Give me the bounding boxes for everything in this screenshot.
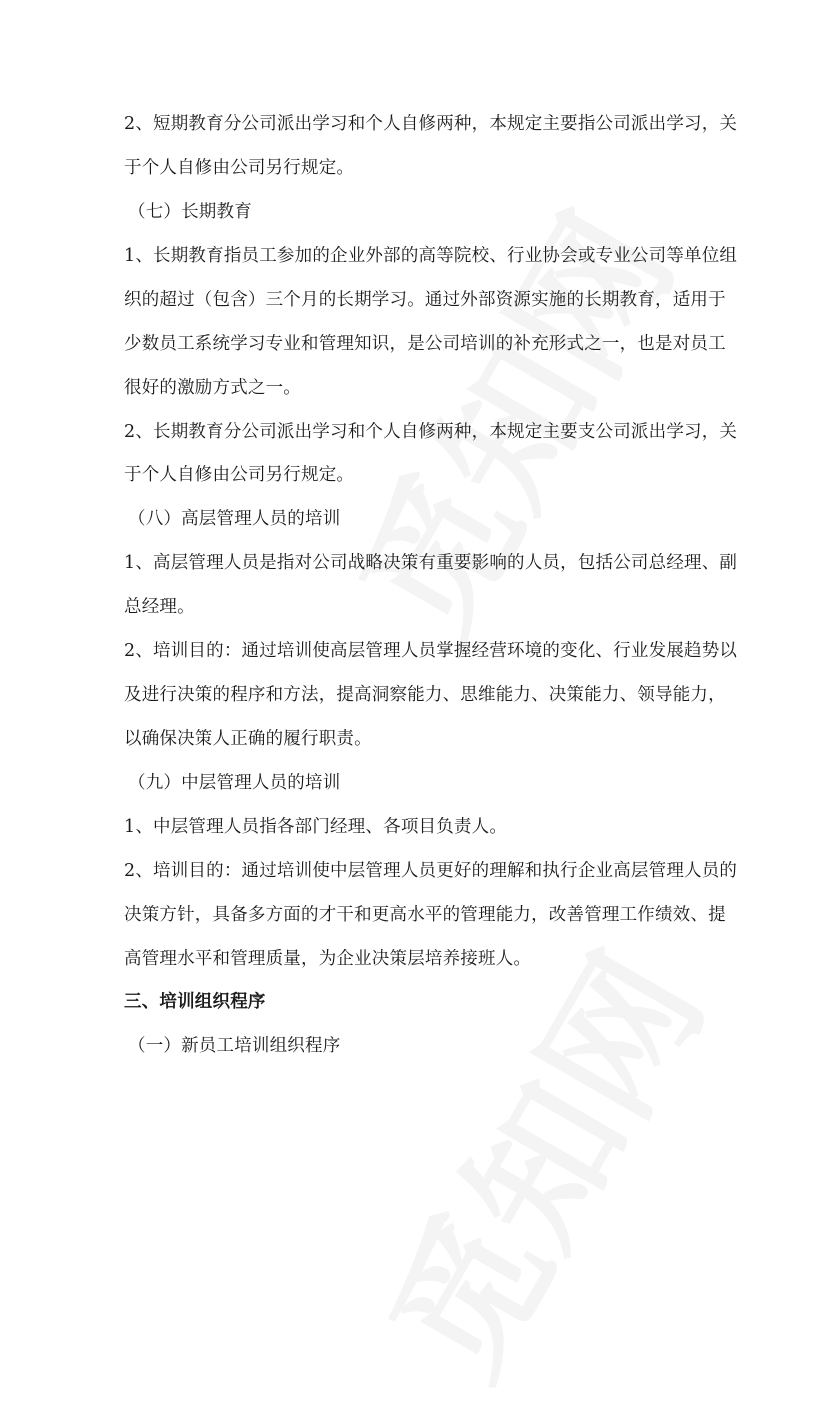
paragraph-line: 于个人自修由公司另行规定。 xyxy=(124,465,355,485)
paragraph-line: 以确保决策人正确的履行职责。 xyxy=(124,729,372,749)
section-title: （八）高层管理人员的培训 xyxy=(128,509,341,529)
paragraph-line: 少数员工系统学习专业和管理知识，是公司培训的补充形式之一，也是对员工 xyxy=(124,334,726,354)
paragraph-line: 高管理水平和管理质量，为企业决策层培养接班人。 xyxy=(124,949,532,969)
paragraph-line: 2、长期教育分公司派出学习和个人自修两种，本规定主要支公司派出学习，关 xyxy=(124,422,738,442)
paragraph-line: 1、长期教育指员工参加的企业外部的高等院校、行业协会或专业公司等单位组 xyxy=(124,246,738,266)
watermark-bottom xyxy=(330,910,742,1408)
paragraph-line: 1、高层管理人员是指对公司战略决策有重要影响的人员，包括公司总经理、副 xyxy=(124,553,738,573)
paragraph-line: 1、中层管理人员指各部门经理、各项目负责人。 xyxy=(124,817,508,837)
paragraph-line: 2、培训目的：通过培训使中层管理人员更好的理解和执行企业高层管理人员的 xyxy=(124,861,738,881)
paragraph-line: 织的超过（包含）三个月的长期学习。通过外部资源实施的长期教育，适用于 xyxy=(124,290,726,310)
paragraph-line: 很好的激励方式之一。 xyxy=(124,378,301,398)
paragraph-line: 总经理。 xyxy=(124,597,195,617)
paragraph-line: 于个人自修由公司另行规定。 xyxy=(124,158,355,178)
section-title: （七）长期教育 xyxy=(128,202,252,222)
paragraph-line: 及进行决策的程序和方法，提高洞察能力、思维能力、决策能力、领导能力， xyxy=(124,685,726,705)
paragraph-line: 决策方针，具备多方面的才干和更高水平的管理能力，改善管理工作绩效、提 xyxy=(124,905,726,925)
section-title: （一）新员工培训组织程序 xyxy=(128,1036,341,1056)
section-title: （九）中层管理人员的培训 xyxy=(128,773,341,793)
paragraph-line: 2、短期教育分公司派出学习和个人自修两种，本规定主要指公司派出学习，关 xyxy=(124,114,738,134)
chapter-heading: 三、培训组织程序 xyxy=(124,992,266,1012)
paragraph-line: 2、培训目的：通过培训使高层管理人员掌握经营环境的变化、行业发展趋势以 xyxy=(124,641,738,661)
